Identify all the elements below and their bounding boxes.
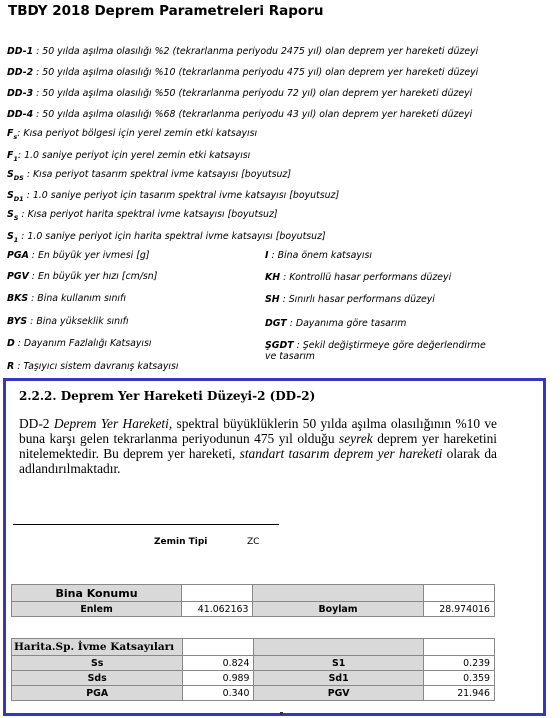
- section-title: 2.2.2. Deprem Yer Hareketi Düzeyi-2 (DD-2): [19, 389, 316, 403]
- definition-dd1: DD-1 : 50 yılda aşılma olasılığı %2 (tekrarlanma periyodu 2475 yıl) olan deprem yer hareketi düzeyi: [7, 46, 479, 57]
- definition-i: I : Bina önem katsayısı: [265, 250, 373, 261]
- longitude-label: Boylam: [253, 602, 423, 617]
- definition-dgt: DGT : Dayanıma göre tasarım: [265, 318, 407, 329]
- location-header: Bina Konumu: [12, 585, 182, 602]
- report-title: TBDY 2018 Deprem Parametreleri Raporu: [8, 3, 324, 19]
- coefficients-table: [11, 638, 495, 701]
- definition-pga: PGA : En büyük yer ivmesi [g]: [7, 250, 150, 261]
- latitude-value: 41.062163: [182, 602, 253, 617]
- table-row: Ss 0.824 S1 0.239: [12, 656, 495, 671]
- soil-type-label: Zemin Tipi: [154, 537, 208, 547]
- page-marker: [280, 712, 283, 715]
- table-row: Sds 0.989 Sd1 0.359: [12, 671, 495, 686]
- definition-dd3: DD-3 : 50 yılda aşılma olasılığı %50 (tekrarlanma periyodu 72 yıl) olan deprem yer hareketi düzeyi: [7, 88, 473, 99]
- definition-dd4: DD-4 : 50 yılda aşılma olasılığı %68 (tekrarlanma periyodu 43 yıl) olan deprem yer hareketi düzeyi: [7, 109, 473, 120]
- section-paragraph: DD-2 Deprem Yer Hareketi, spektral büyüklüklerin 50 yılda aşılma olasılığının %10 ve buna karşı gelen tekrarlanma periyodunun 475 yıl olduğu seyrek deprem yer hareketini nitelemektedir. Bu deprem yer hareketi, standart tasarım deprem yer hareketi olarak da adlandırılmaktadır.: [19, 416, 497, 476]
- definition-bys: BYS : Bina yükseklik sınıfı: [7, 316, 129, 327]
- definition-dd2: DD-2 : 50 yılda aşılma olasılığı %10 (tekrarlanma periyodu 475 yıl) olan deprem yer hareketi düzeyi: [7, 67, 479, 78]
- latitude-label: Enlem: [12, 602, 182, 617]
- location-table: [11, 584, 495, 617]
- definition-d: D : Dayanım Fazlalığı Katsayısı: [7, 338, 152, 349]
- definition-sh: SH : Sınırlı hasar performans düzeyi: [265, 294, 435, 305]
- definition-s1: $S_1$ : 1.0 saniye periyot için harita spektral ivme katsayısı [boyutsuz]: [7, 231, 326, 244]
- divider: [13, 524, 279, 525]
- longitude-value: 28.974016: [423, 602, 494, 617]
- coefficients-header: Harita.Sp. İvme Katsayıları: [12, 639, 183, 656]
- soil-type-value: ZC: [247, 537, 260, 547]
- definition-bks: BKS : Bina kullanım sınıfı: [7, 293, 126, 304]
- definition-kh: KH : Kontrollü hasar performans düzeyi: [265, 272, 452, 283]
- definition-sgdt: ŞGDT : Şekil değiştirmeye göre değerlendirme ve tasarım: [265, 340, 486, 362]
- definition-fs: $F_s$: Kısa periyot bölgesi için yerel zemin etki katsayısı: [7, 128, 258, 141]
- dd2-section-box: [3, 378, 546, 716]
- table-row: PGA 0.340 PGV 21.946: [12, 686, 495, 701]
- definition-r: R : Taşıyıcı sistem davranış katsayısı: [7, 361, 179, 372]
- definition-sds: $S_{DS}$ : Kısa periyot tasarım spektral ivme katsayısı [boyutsuz]: [7, 169, 292, 182]
- definition-pgv: PGV : En büyük yer hızı [cm/sn]: [7, 271, 158, 282]
- definition-f1: $F_1$: 1.0 saniye periyot için yerel zemin etki katsayısı: [7, 150, 251, 163]
- definition-ss: $S_S$ : Kısa periyot harita spektral ivme katsayısı [boyutsuz]: [7, 209, 278, 222]
- definition-sd1: $S_{D1}$ : 1.0 saniye periyot için tasarım spektral ivme katsayısı [boyutsuz]: [7, 190, 340, 203]
